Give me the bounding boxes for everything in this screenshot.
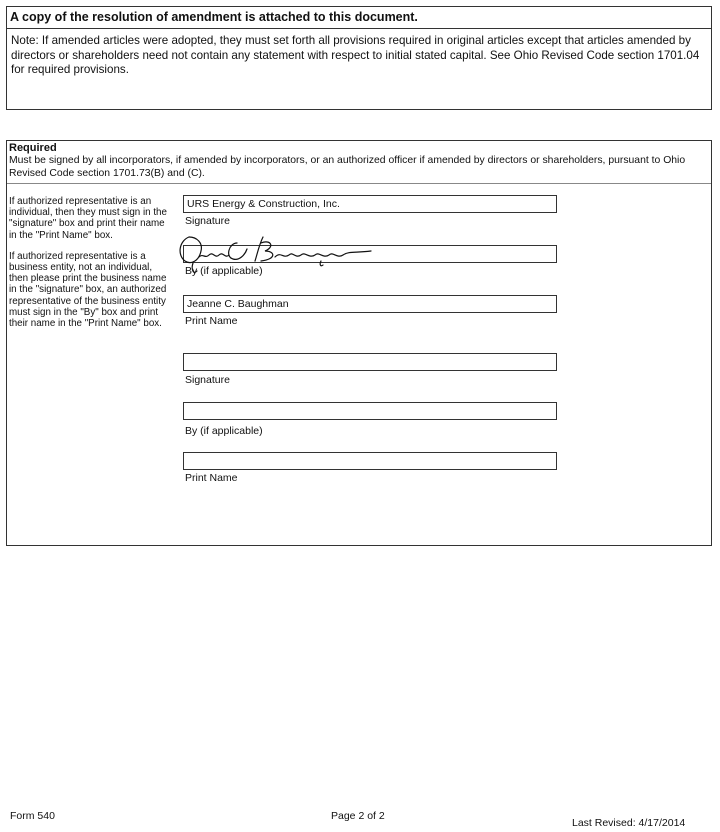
resolution-attached-heading: A copy of the resolution of amendment is attached to this document. [7, 7, 711, 29]
instructions-business-entity: If authorized representative is a business entity, not an individual, then please print the business name in the "signature" box, an authorized representative of the business entity must sign in the "By" box and print their name in the "Print Name" box. [9, 250, 167, 330]
signing-instructions [9, 196, 169, 339]
required-signature-section [6, 140, 712, 546]
required-text: Must be signed by all incorporators, if amended by incorporators, or an authorized officer if amended by directors or shareholders, pursuant to Ohio Revised Code section 1701.73(B) and (C). [9, 155, 686, 179]
print-name-field-2[interactable] [183, 452, 557, 470]
resolution-notice-box [6, 6, 712, 110]
section-divider [7, 183, 711, 184]
by-label-1: By (if applicable) [185, 265, 263, 277]
page-number: Page 2 of 2 [331, 810, 385, 822]
by-field-2[interactable] [183, 402, 557, 420]
print-name-label-1: Print Name [185, 315, 238, 327]
amendment-note: Note: If amended articles were adopted, they must set forth all provisions required in original articles except that articles amended by directors or shareholders need not contain any statement with respect to initial stated capital. See Ohio Revised Code section 1701.04 for required provisions. [11, 34, 700, 76]
print-name-label-2: Print Name [185, 472, 238, 484]
print-name-field-1[interactable]: Jeanne C. Baughman [183, 295, 557, 313]
form-number: Form 540 [10, 810, 55, 822]
instructions-individual: If authorized representative is an individual, then they must sign in the "signature" box and print their name in the "Print Name" box. [9, 196, 167, 241]
signature-field-2[interactable] [183, 353, 557, 371]
signature-label-2: Signature [185, 374, 230, 386]
required-heading: Required [9, 142, 57, 154]
signature-label-1: Signature [185, 215, 230, 227]
signature-field-1[interactable]: URS Energy & Construction, Inc. [183, 195, 557, 213]
last-revised: Last Revised: 4/17/2014 [572, 817, 686, 829]
by-label-2: By (if applicable) [185, 425, 263, 437]
